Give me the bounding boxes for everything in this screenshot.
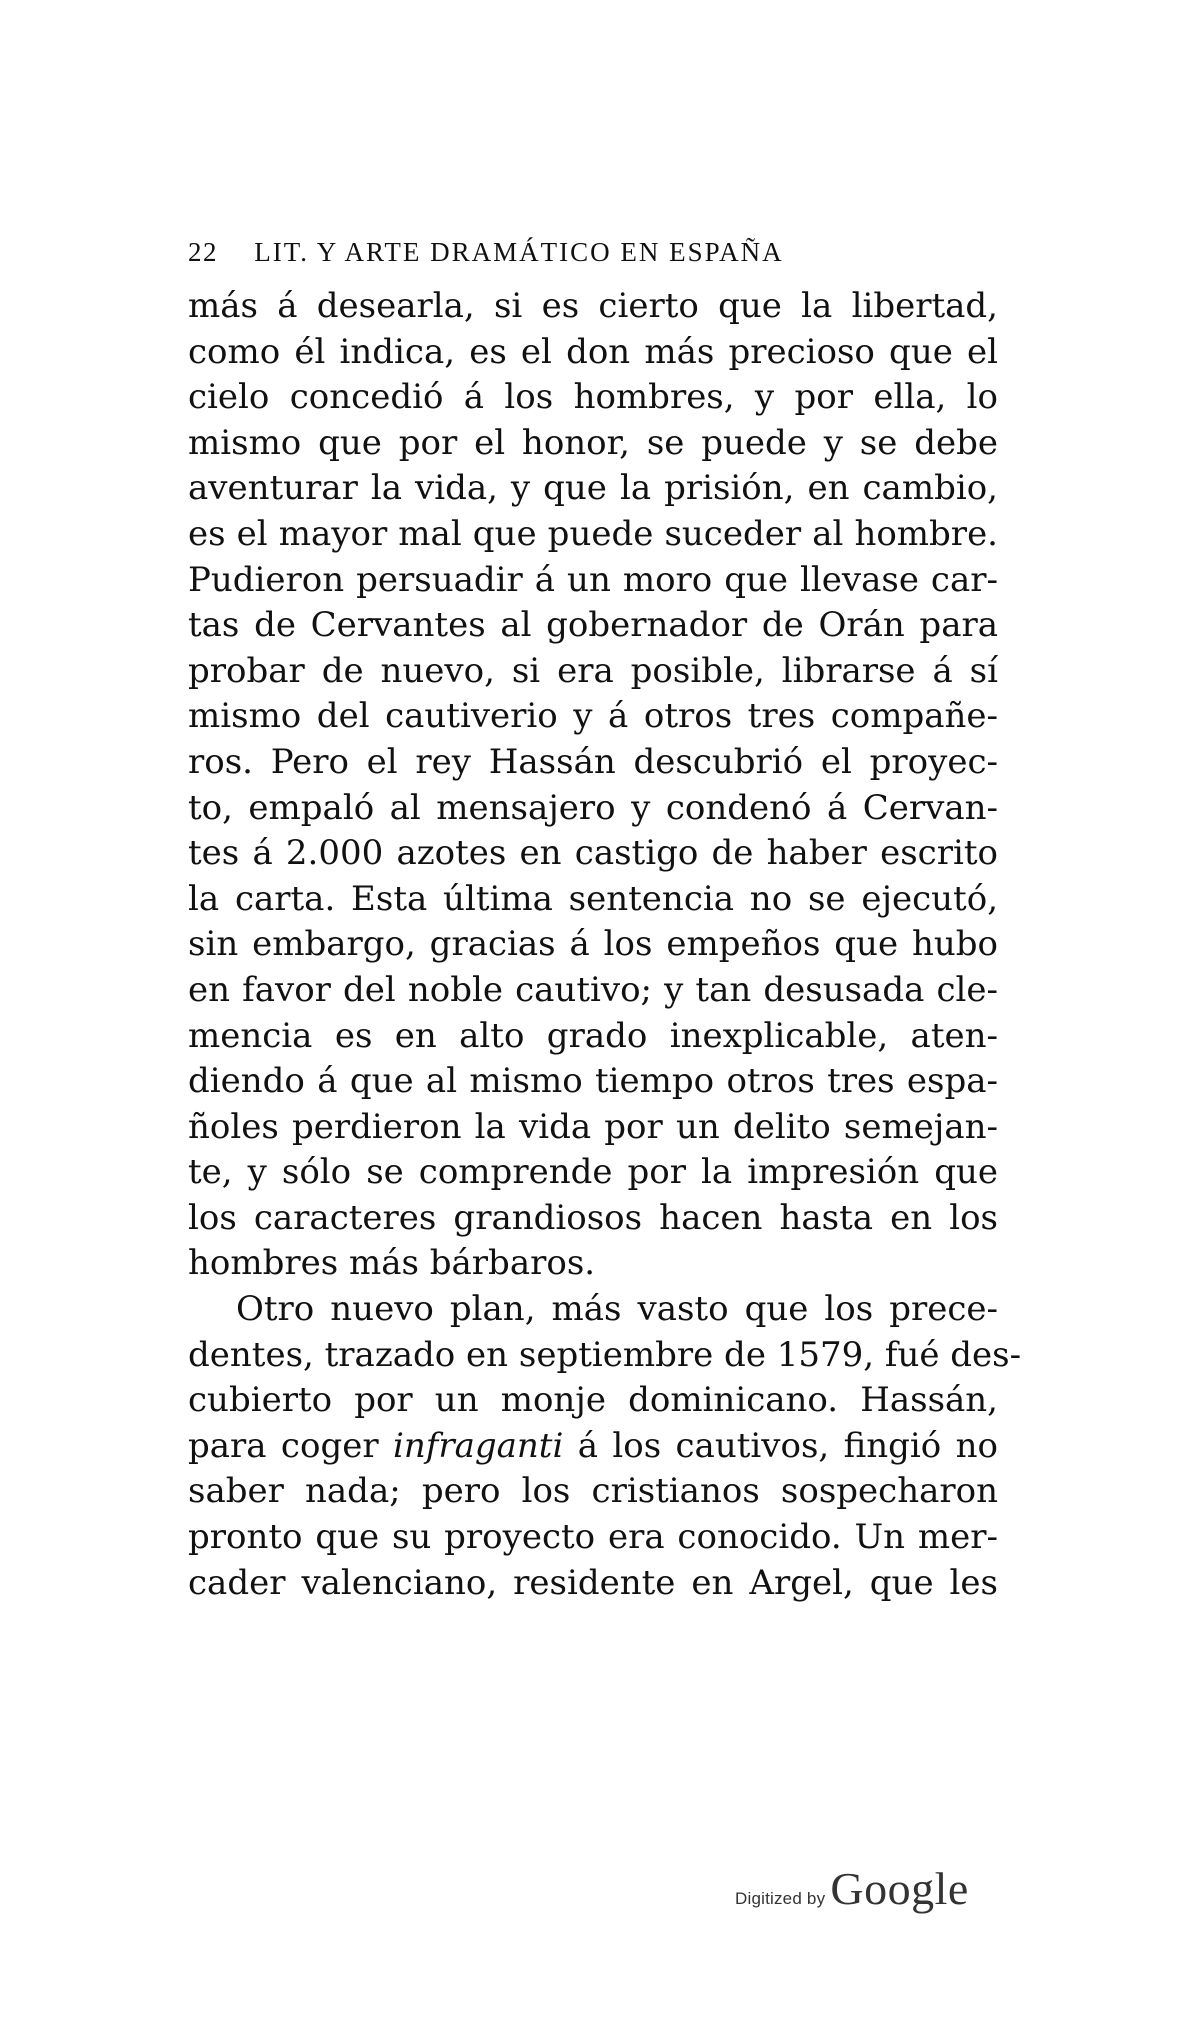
text-line: tas de Cervantes al gobernador de Orán para bbox=[188, 605, 998, 646]
text-line-with-italic bbox=[188, 1424, 998, 1470]
text-line: cielo concedió á los hombres, y por ella, lo bbox=[188, 377, 998, 418]
text-line: en favor del noble cautivo; y tan desusada cle- bbox=[188, 969, 998, 1010]
text-line: te, y sólo se comprende por la impresión que bbox=[188, 1152, 998, 1193]
running-title: LIT. Y ARTE DRAMÁTICO EN ESPAÑA bbox=[254, 237, 784, 267]
paragraph-2 bbox=[188, 1287, 1022, 1606]
text-line: probar de nuevo, si era posible, librarse á sí bbox=[188, 650, 998, 691]
text-segment: para coger bbox=[188, 1425, 393, 1466]
text-line: Otro nuevo plan, más vasto que los prece- bbox=[236, 1289, 998, 1330]
text-line: la carta. Esta última sentencia no se ejecutó, bbox=[188, 878, 998, 919]
text-line: sin embargo, gracias á los empeños que hubo bbox=[188, 924, 998, 965]
text-line: hombres más bárbaros. bbox=[188, 1243, 596, 1284]
text-segment: á los cautivos, fingió no bbox=[563, 1425, 998, 1466]
text-line: es el mayor mal que puede suceder al hombre. bbox=[188, 513, 998, 554]
paragraph-1 bbox=[188, 284, 998, 1287]
text-line: diendo á que al mismo tiempo otros tres espa- bbox=[188, 1061, 998, 1102]
text-line: como él indica, es el don más precioso que el bbox=[188, 331, 998, 372]
text-line: cader valenciano, residente en Argel, que les bbox=[188, 1562, 998, 1603]
page-number: 22 bbox=[188, 237, 218, 267]
digitized-watermark bbox=[735, 1862, 1035, 1922]
text-line: aventurar la vida, y que la prisión, en cambio, bbox=[188, 468, 998, 509]
google-logo: Google bbox=[830, 1863, 969, 1914]
text-line: mencia es en alto grado inexplicable, aten- bbox=[188, 1015, 998, 1056]
body-text bbox=[188, 284, 1022, 1606]
text-line: tes á 2.000 azotes en castigo de haber escrito bbox=[188, 833, 998, 874]
text-line: ñoles perdieron la vida por un delito semejan- bbox=[188, 1106, 998, 1147]
text-line: más á desearla, si es cierto que la libertad, bbox=[188, 286, 998, 326]
text-line: mismo del cautiverio y á otros tres compañe- bbox=[188, 696, 998, 737]
text-line: los caracteres grandiosos hacen hasta en los bbox=[188, 1197, 998, 1238]
digitized-by-label: Digitized by bbox=[735, 1889, 826, 1908]
text-line: cubierto por un monje dominicano. Hassán, bbox=[188, 1380, 998, 1421]
text-line: mismo que por el honor, se puede y se debe bbox=[188, 422, 998, 463]
italic-term: infraganti bbox=[392, 1425, 564, 1466]
text-line: to, empaló al mensajero y condenó á Cervan- bbox=[188, 787, 998, 828]
text-line: dentes, trazado en septiembre de 1579, fué des- bbox=[188, 1334, 1022, 1375]
text-line: pronto que su proyecto era conocido. Un mer- bbox=[188, 1517, 998, 1558]
running-header bbox=[188, 232, 998, 272]
text-line: ros. Pero el rey Hassán descubrió el proyec- bbox=[188, 741, 998, 782]
text-line: Pudieron persuadir á un moro que llevase car- bbox=[188, 559, 998, 600]
text-line: saber nada; pero los cristianos sospecharon bbox=[188, 1471, 998, 1512]
